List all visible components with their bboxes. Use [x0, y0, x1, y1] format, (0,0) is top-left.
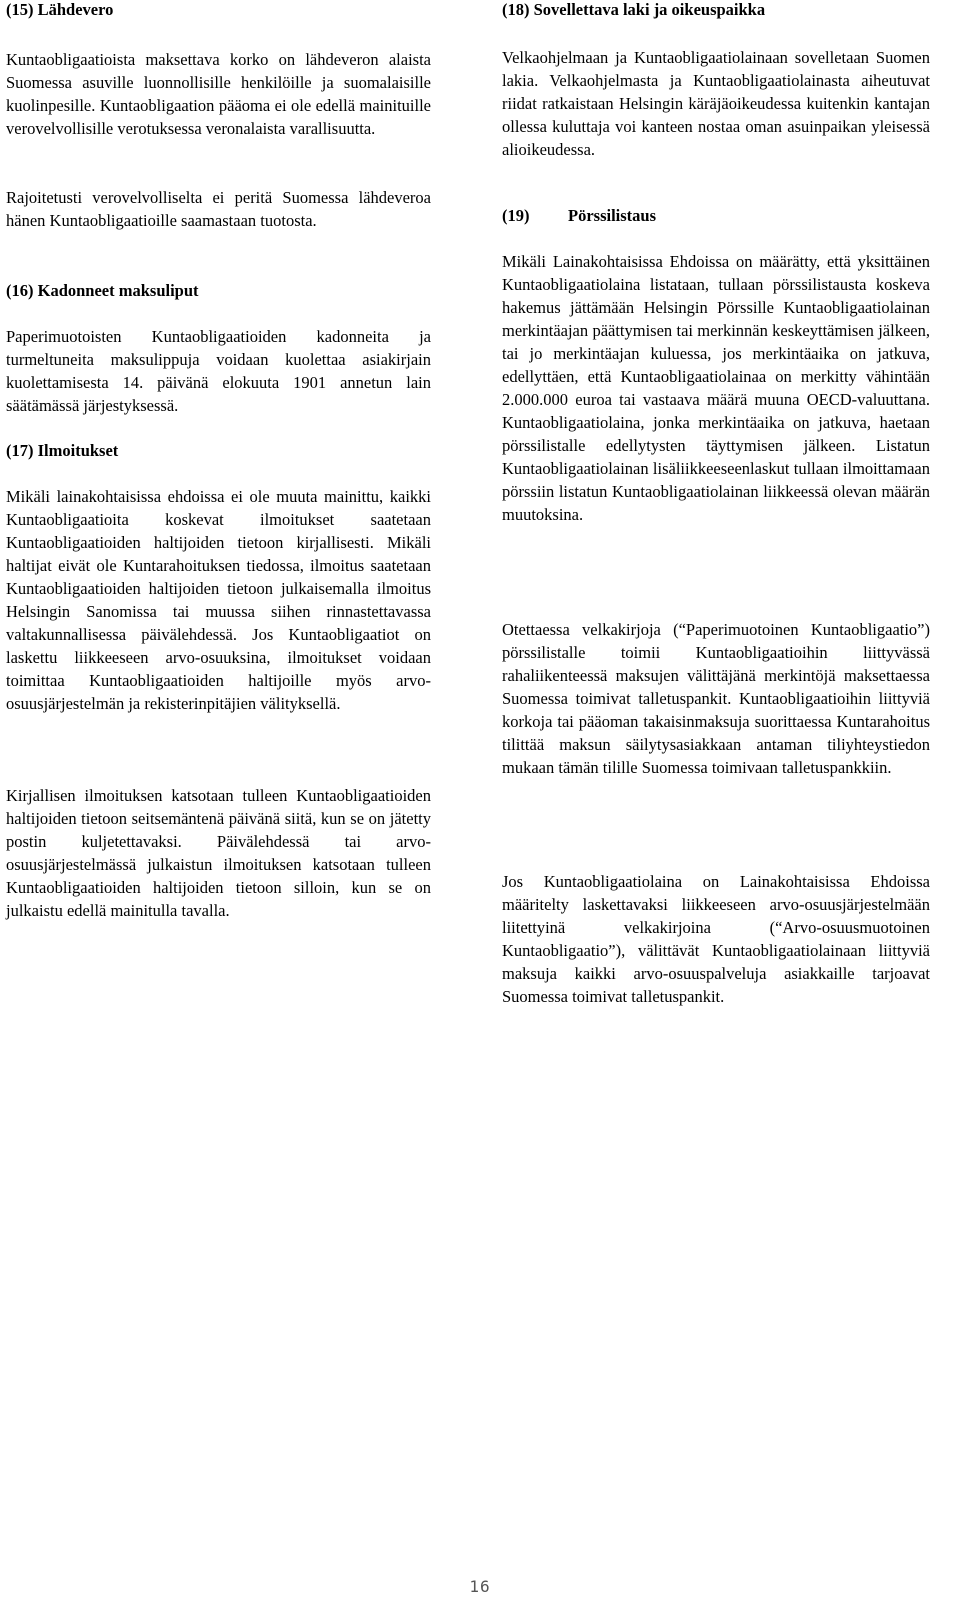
section-17-heading: (17) Ilmoitukset — [6, 441, 119, 460]
section-19-paragraph-2: Otettaessa velkakirjoja (“Paperimuotoinen Kuntaobligaatio”) pörssilistalle toimii Kuntaobligaatioihin liittyvässä rahaliikenteessä maksujen välittäjänä merkintöjä maksettaessa Suomessa toimivat talletuspankit. Kuntaobligaatioihin liittyviä korkoja tai pääoman takaisinmaksuja suorittaessa Kuntarahoitus tilittää maksun säilytysasiakkaan antaman tiliyhteystiedon mukaan tämän tilille Suomessa toimivaan talletuspankkiin. — [502, 620, 930, 777]
section-17-paragraph-2: Kirjallisen ilmoituksen katsotaan tulleen Kuntaobligaatioiden haltijoiden tietoon seitsemäntenä päivänä siitä, kun se on jätetty postin kuljetettavaksi. Päivälehdessä tai arvo-osuusjärjestelmässä julkaistun ilmoituksen katsotaan tulleen Kuntaobligaatioiden haltijoiden tietoon silloin, kun se on julkaistu edellä mainitulla tavalla. — [6, 786, 431, 920]
section-19-heading — [502, 206, 656, 226]
section-17-paragraph-1: Mikäli lainakohtaisissa ehdoissa ei ole muuta mainittu, kaikki Kuntaobligaatioita koskevat ilmoitukset saatetaan Kuntaobligaatioiden haltijoiden tietoon kirjallisesti. Mikäli haltijat eivät ole Kuntarahoituksen tiedossa, ilmoitus saatetaan Kuntaobligaatioiden haltijoiden tietoon julkaisemalla ilmoitus Helsingin Sanomissa tai muussa siihen rinnastettavassa valtakunnallisessa päivälehdessä. Jos Kuntaobligaatiot on laskettu liikkeeseen arvo-osuuksina, ilmoitukset voidaan toimittaa Kuntaobligaatioiden haltijoille myös arvo-osuusjärjestelmän ja rekisterinpitäjien välityksellä. — [6, 487, 431, 713]
section-16-heading: (16) Kadonneet maksuliput — [6, 281, 199, 300]
section-15-paragraph-2: Rajoitetusti verovelvolliselta ei peritä Suomessa lähdeveroa hänen Kuntaobligaatioille saamastaan tuotosta. — [6, 188, 431, 230]
section-18-paragraph-1: Velkaohjelmaan ja Kuntaobligaatiolainaan sovelletaan Suomen lakia. Velkaohjelmasta ja Kuntaobligaatiolainasta aiheutuvat riidat ratkaistaan Helsingin käräjäoikeudessa kuitenkin kantajan ollessa kuluttaja voi kanteen nostaa oman asuinpaikan yleisessä alioikeudessa. — [502, 48, 930, 159]
section-19-paragraph-1: Mikäli Lainakohtaisissa Ehdoissa on määrätty, että yksittäinen Kuntaobligaatiolaina listataan, tullaan pörssilistausta koskeva hakemus jättämään Helsingin Pörssille Kuntaobligaatiolainan merkintäajan päättymisen tai merkinnän keskeyttämisen jälkeen, tai jo merkintäajan kuluessa, jos merkintäaika on jatkuva, edellyttäen, että Kuntaobligaatiolainaa on merkitty vähintään 2.000.000 euroa tai vastaava määrä muuna OECD-valuuttana. Kuntaobligaatiolaina, jonka merkintäaika on jatkuva, haetaan pörssilistalle edellytysten täyttymisen jälkeen. Listatun Kuntaobligaatiolainan lisäliikkeeseenlaskut tullaan ilmoittamaan pörssiin listatun Kuntaobligaatiolainan liikkeessä olevan määrän muutoksina. — [502, 252, 930, 524]
section-18-heading: (18) Sovellettava laki ja oikeuspaikka — [502, 0, 766, 19]
section-15-heading: (15) Lähdevero — [6, 0, 114, 19]
section-16-paragraph-1: Paperimuotoisten Kuntaobligaatioiden kadonneita ja turmeltuneita maksulippuja voidaan kuolettaa asiakirjain kuolettamisesta 14. päivänä elokuuta 1901 annetun lain säätämässä järjestyksessä. — [6, 327, 431, 415]
section-19-number: (19) — [502, 206, 530, 225]
page-number: 16 — [469, 1577, 491, 1596]
section-19-paragraph-3: Jos Kuntaobligaatiolaina on Lainakohtaisissa Ehdoissa määritelty laskettavaksi liikkeeseen arvo-osuusjärjestelmään liitettyinä velkakirjoina (“Arvo-osuusmuotoinen Kuntaobligaatio”), välittävät Kuntaobligaatiolainaan liittyviä maksuja kaikki arvo-osuuspalveluja asiakkaille tarjoavat Suomessa toimivat talletuspankit. — [502, 872, 930, 1006]
section-19-title: Pörssilistaus — [568, 206, 657, 225]
section-15-paragraph-1: Kuntaobligaatioista maksettava korko on lähdeveron alaista Suomessa asuville luonnollisille henkilöille ja suomalaisille kuolinpesille. Kuntaobligaation pääoma ei ole edellä mainituille verovelvollisille verotuksessa veronalaista varallisuutta. — [6, 50, 431, 138]
